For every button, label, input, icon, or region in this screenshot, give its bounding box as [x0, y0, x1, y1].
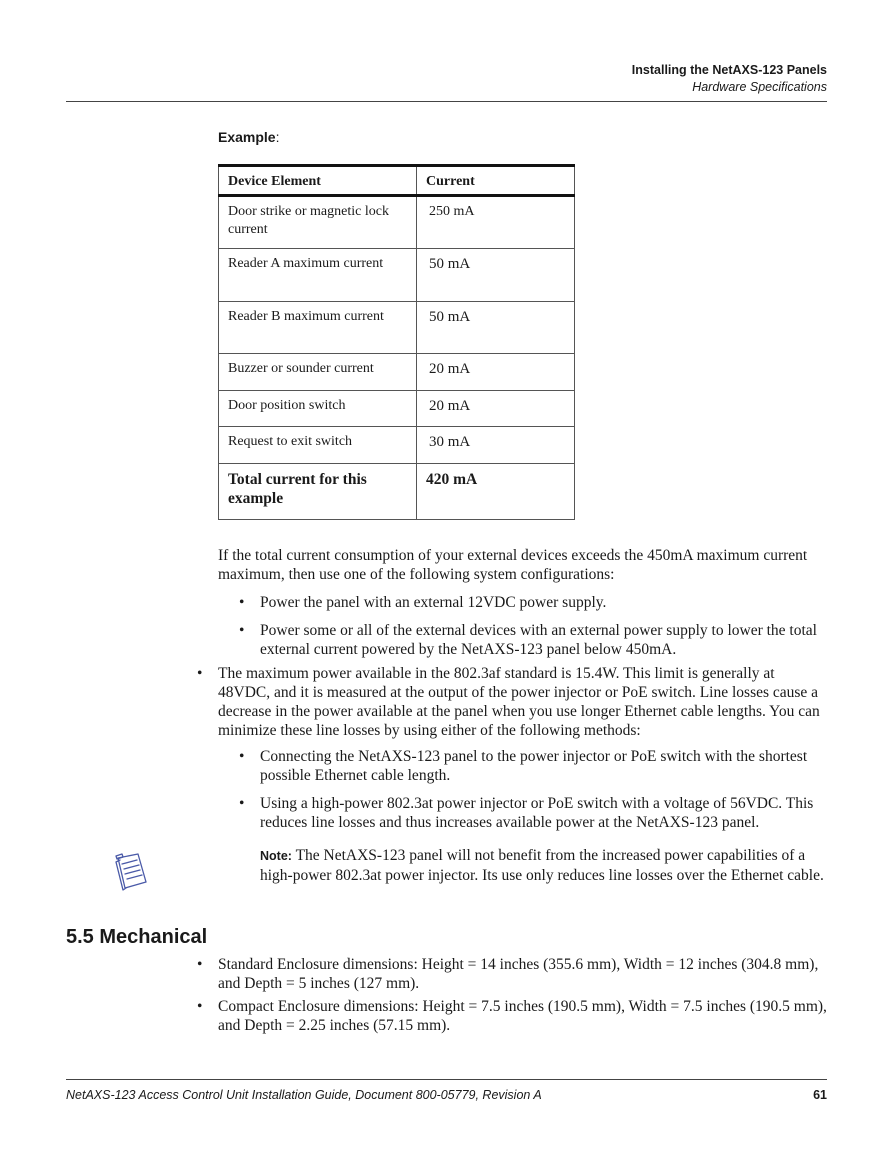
table-total-label: Total current for this example [219, 464, 417, 520]
example-label-colon: : [275, 129, 280, 145]
table-row [219, 354, 575, 391]
bullet-marker: • [197, 665, 203, 682]
bullet-marker: • [239, 622, 245, 639]
table-cell-device: Buzzer or sounder current [219, 354, 417, 391]
bullet-marker: • [197, 998, 203, 1015]
table-cell-current: 20 mA [417, 354, 575, 391]
table-cell-device: Reader B maximum current [219, 302, 417, 354]
table-cell-current: 20 mA [417, 391, 575, 427]
table-row [219, 249, 575, 302]
note-block [260, 846, 830, 885]
example-label [218, 129, 279, 145]
table-cell-current: 30 mA [417, 427, 575, 464]
table-cell-device: Request to exit switch [219, 427, 417, 464]
list-item-text: Using a high-power 802.3at power injector or PoE switch with a voltage of 56VDC. This reduces line losses and thus increases available power at the NetAXS-123 panel. [260, 795, 814, 831]
footer-rule [66, 1079, 827, 1080]
list-item-text: Standard Enclosure dimensions: Height = 14 inches (355.6 mm), Width = 12 inches (304.8 mm), and Depth = 5 inches (127 mm). [218, 956, 819, 992]
note-label: Note: [260, 849, 292, 863]
bullet-marker: • [239, 594, 245, 611]
table-cell-device: Reader A maximum current [219, 249, 417, 302]
list-item-text: The maximum power available in the 802.3af standard is 15.4W. This limit is generally at 48VDC, and it is measured at the output of the power injector or PoE switch. Line losses cause a decrease in the power available at the panel when you use longer Ethernet cable lengths. You can minimize these line losses by using either of the following methods: [218, 665, 820, 739]
list-item-text: Connecting the NetAXS-123 panel to the power injector or PoE switch with the shortest possible Ethernet cable length. [260, 748, 808, 784]
section-heading: 5.5 Mechanical [66, 926, 208, 948]
list-item-text: Power the panel with an external 12VDC power supply. [260, 594, 607, 611]
table-row [219, 302, 575, 354]
bullet-marker: • [239, 795, 245, 812]
page-number: 61 [813, 1088, 827, 1102]
table-row [219, 391, 575, 427]
table-cell-device: Door position switch [219, 391, 417, 427]
bullet-marker: • [239, 748, 245, 765]
table-header-row [219, 166, 575, 196]
bullet-marker: • [197, 956, 203, 973]
table-cell-current: 50 mA [417, 249, 575, 302]
list-item-text: Power some or all of the external devices with an external power supply to lower the total external current powered by the NetAXS-123 panel below 450mA. [260, 622, 817, 658]
footer-text: NetAXS-123 Access Control Unit Installation Guide, Document 800-05779, Revision A [66, 1088, 542, 1102]
note-text: The NetAXS-123 panel will not benefit from the increased power capabilities of a high-power 802.3at power injector. Its use only reduces line losses over the Ethernet cable. [260, 847, 824, 884]
table-header-device-element: Device Element [219, 166, 417, 196]
table-cell-current: 250 mA [417, 196, 575, 249]
note-paper-icon [112, 852, 150, 892]
header-rule [66, 101, 827, 102]
table-cell-current: 50 mA [417, 302, 575, 354]
current-table [218, 164, 575, 520]
table-total-value: 420 mA [417, 464, 575, 520]
table-cell-device: Door strike or magnetic lock current [219, 196, 417, 249]
table-total-row [219, 464, 575, 520]
example-label-text: Example [218, 129, 276, 145]
running-header-title: Installing the NetAXS-123 Panels [631, 63, 827, 77]
table-header-current: Current [417, 166, 575, 196]
table-row [219, 196, 575, 249]
table-row [219, 427, 575, 464]
list-item-text: Compact Enclosure dimensions: Height = 7.5 inches (190.5 mm), Width = 7.5 inches (190.5 mm), and Depth = 2.25 inches (57.15 mm). [218, 998, 827, 1034]
running-header-subtitle: Hardware Specifications [692, 80, 827, 94]
intro-paragraph: If the total current consumption of your external devices exceeds the 450mA maximum current maximum, then use one of the following system configurations: [218, 547, 808, 583]
